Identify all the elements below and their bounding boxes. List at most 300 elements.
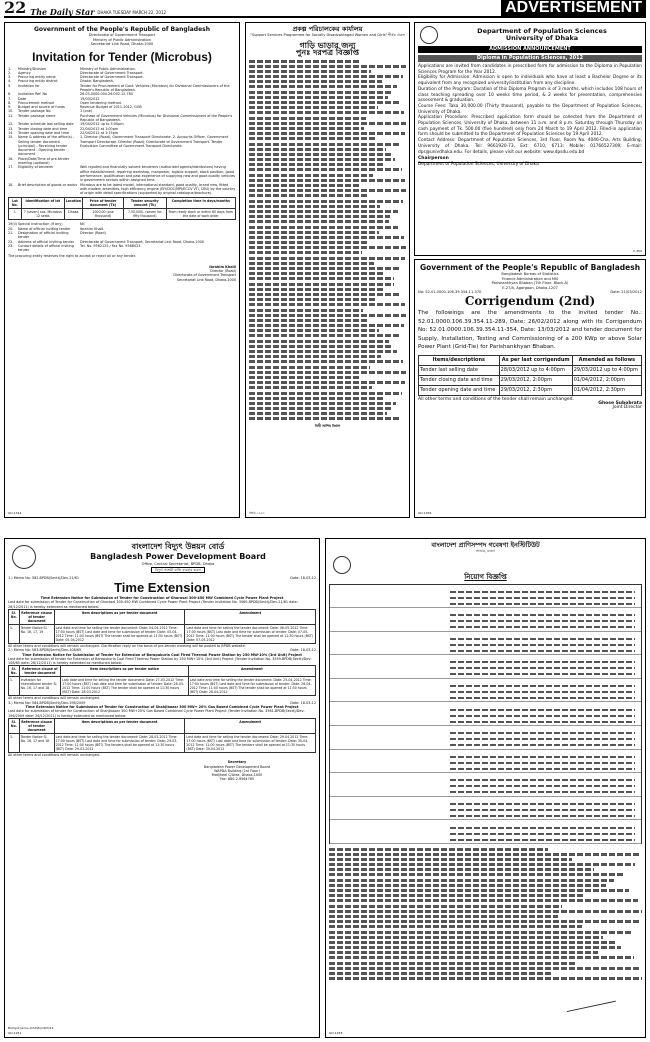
text-line — [450, 650, 635, 652]
ad5-date2: Date: 18-03-12 — [290, 648, 316, 653]
lot-header: Price of tender document (Tk) — [83, 198, 124, 209]
ad3-p1: Applications are invited from candidates in prescribed form for admission to the Diploma in Population Sciences Program for the Year 2012. — [418, 64, 642, 75]
ad4-table — [418, 355, 642, 396]
row-num: 6. — [8, 92, 12, 97]
row-value: Tender for Procurement of Govt. Vehicles (Microbus) for Divisional Commissioners of the People's Republic of Bangladesh. — [80, 83, 230, 92]
ad5-code2: GD-1251 — [8, 1030, 22, 1035]
text-line — [249, 376, 360, 379]
ad-blri-recruitment — [325, 538, 646, 1038]
row-key: Budget and source of funds — [18, 105, 65, 110]
tender-row — [8, 135, 236, 156]
text-line — [249, 226, 398, 229]
page-header — [4, 0, 646, 18]
text-line — [329, 925, 582, 928]
table-cell: Item descriptions as per tender document — [54, 609, 185, 624]
text-line — [249, 392, 402, 395]
text-line — [329, 905, 562, 908]
corr-cell: Tender closing date and time — [419, 375, 500, 385]
ad6-title: বাংলাদেশ প্রাণিসম্পদ গবেষণা ইনস্টিটিউট — [431, 541, 540, 549]
text-line — [329, 873, 623, 876]
text-line — [249, 298, 375, 301]
text-line — [450, 685, 635, 687]
ad5-s1-table — [8, 609, 316, 644]
text-line — [329, 894, 585, 897]
text-line — [450, 691, 635, 693]
ad3-org1: Department of Population Sciences — [477, 27, 607, 35]
text-line — [249, 277, 394, 280]
text-line — [450, 809, 635, 811]
ad4-heading: Corrigendum (2nd) — [464, 294, 596, 309]
ad6-signature — [564, 988, 616, 1012]
text-line — [249, 262, 374, 265]
table-cell: Last date and time for selling the tender document: Date: 27-03-2012 Time: 17:00 hours (BST) Last date and time for submission of tender: Date: 28-03-2012 Time: 11:00 hours (BST) The tender shall be opened at 11:30 hours (BST) Date: 28-03-2012 — [61, 677, 189, 696]
ad6-heading: নিয়োগ বিজ্ঞপ্তি — [464, 572, 507, 581]
table-row — [9, 666, 316, 677]
text-line — [450, 815, 635, 817]
ad5-title: Bangladesh Power Development Board — [90, 552, 266, 561]
ad3-p3: Duration of the Program: Duration of this Diploma Program is of 3 months, which includes 108 hours of class teaching spreading over 10 weeks time period, & 2 weeks for presentation, comprehensive assessment & graduation. — [418, 86, 642, 104]
table-row — [330, 726, 641, 750]
ad4-footer: All other terms and conditions of the tender shall remain unchanged. — [418, 396, 574, 402]
text-line — [329, 951, 598, 954]
row-value: 22/04/2012 at 1:00pm — [80, 126, 119, 131]
ad1-sig-addr: Secretariat Link Road, Dhaka-1000 — [176, 277, 236, 282]
ad1-sig-org: Directorate of Government Transport — [173, 273, 236, 278]
row-key: Ministry/Division — [18, 66, 47, 71]
text-line — [450, 661, 635, 663]
blri-logo-icon — [333, 556, 351, 574]
row-num: 20. — [8, 226, 14, 231]
text-line — [450, 667, 635, 669]
ad5-s2-body: Last date for submission of tender for Extension of Barapukuria Coal Fired Thermal Power Station by 250 MW+10% (3rd Unit) Project (Tender Invitation No. 3559-BPDB(Sectt)/Dev-108/65 date: 26/12/2011) is hereby extended as mentioned below: — [8, 656, 312, 666]
text-line — [249, 210, 398, 213]
ad5-s1-foot: All other terms and conditions will remain unchanged. Clarification reply on the basis of pre-tender meeting will be posted to BPDB website. — [8, 643, 246, 648]
table-cell: 1. — [9, 733, 20, 752]
lot-cell: 1 — [9, 209, 22, 220]
text-line — [450, 614, 635, 616]
ad5-memo1: 1.) Memo No: 582-BPDB(Sectt)/Dev-21/61 — [8, 575, 79, 580]
table-cell: Item descriptions as per tender document — [54, 718, 185, 733]
text-line — [249, 184, 361, 187]
ad3-org2: University of Dhaka — [505, 34, 579, 42]
text-line — [329, 889, 629, 892]
text-line — [249, 386, 372, 389]
ad-vehicle-rent-bangla — [245, 22, 410, 518]
text-line — [249, 345, 391, 348]
tender-row — [8, 183, 236, 196]
row-key: Eligibility of tenderer — [18, 165, 54, 170]
text-line — [249, 272, 385, 275]
ad3-chair2: Department of Population Sciences, University of Dhaka — [418, 162, 642, 167]
row-value: Nil — [80, 222, 85, 227]
ad5-sig: Secretary — [227, 760, 247, 765]
text-line — [249, 314, 406, 317]
text-line — [249, 205, 380, 208]
ad5-s2-title: Time Extension Notice for Submission of Tender for Extension of Barapukuria Coal Fired Thermal Power Station by 250 MW-10% (3rd Unit) Project — [22, 652, 302, 657]
text-line — [249, 194, 369, 197]
table-cell: Reference clause of tender document — [19, 666, 61, 677]
row-value: Directorate of Government Transport, Secretariat Link Road, Dhaka-1000 — [80, 239, 204, 244]
row-num: 7. — [8, 96, 12, 101]
corr-cell: 29/03/2012, 2:00pm — [499, 375, 572, 385]
row-num: 17. — [8, 165, 14, 170]
ad1-rows2 — [8, 222, 236, 252]
text-line — [249, 148, 386, 151]
text-line — [249, 231, 379, 234]
row-value: 1. Director (Road), Government Transport Directorate. 2. Accounts Officer, Government Transport Directorate. Director (Road), Directorate of Government Transport. Tender Evaluation Committee of Government Transport Directorate. — [80, 135, 229, 148]
lot-header: Tender security amount (Tk) — [124, 198, 167, 209]
text-line — [249, 283, 394, 286]
ad3-announce: ADMISSION ANNOUNCEMENT — [418, 46, 642, 53]
row-num: 10. — [8, 109, 14, 114]
corr-cell: 28/03/2012 up to 4:00pm — [499, 365, 572, 375]
table-row — [330, 679, 641, 703]
ad2-title: প্রকল্প পরিচালকের কার্যালয় — [292, 25, 363, 33]
text-line — [329, 848, 548, 851]
ad2-code: জিডি-১২৫৩ — [249, 510, 265, 515]
text-line — [249, 402, 396, 405]
table-row — [330, 632, 641, 656]
ad3-p4: Course Fees: Taka 30,000.00 (Thirty thousand), payable to the Department of Population Sciences, University of Dhaka. — [418, 103, 642, 115]
lot-header: Location — [64, 198, 82, 209]
text-line — [249, 366, 370, 369]
row-value: 19/03/2012 — [80, 96, 100, 101]
ad5-heading: Time Extension — [114, 580, 210, 596]
text-line — [329, 920, 639, 923]
ad3-p2: Eligibility for Admission: Admission is open to individuals who have at least a Bachelor Degree or its equivalent from any recognized university/institution from any discipline. — [418, 75, 642, 87]
table-cell: Tender Notice Sl. No. 16, 17 and 18 — [19, 733, 54, 752]
text-line — [249, 70, 371, 73]
tender-row — [8, 244, 236, 253]
row-num: 2. — [8, 70, 12, 75]
row-value: Well reputed and financially solvent tenderers (authorized agents/distributors) having office establishment, repairing workshop, manpower, logistic support, stock position, good performance, qualification and past experience of supplying new and good quality vehicles in government sectors within assigned time. — [80, 165, 235, 183]
corr-cell: 01/04/2012, 2:00pm — [572, 375, 641, 385]
ad5-s1-body: Last date for submission of Tender for Construction of Ghorasal 300-450 MW Combined Cycle Power Plant Project (Tender Invitation No. 3560-BPDB(Sectt)/Dev-21/61 date: 26/12/2011) is hereby extended as mentioned below: — [8, 600, 298, 609]
row-key: Name of official inviting tender — [18, 226, 71, 231]
text-line — [249, 132, 405, 135]
ad6-posts-table — [329, 584, 642, 844]
text-line — [329, 977, 642, 980]
corr-cell: 29/03/2012, 2:30pm — [499, 385, 572, 395]
text-line — [450, 803, 635, 805]
table-cell: Last date and time for selling the tender document: Date: 28-03-2012 Time: 17:00 hours (BST) Last date and time for submission of tender: Date: 29-03-2012 Time: 11:00 hours (BST) The tenders shall be opened at 11:30 hours (BST) Date: 29-03-2012 — [54, 733, 185, 752]
row-value: Ministry of Public Administration. — [80, 66, 136, 71]
ad-corrigendum — [414, 259, 646, 518]
row-key: Tender opening date and time — [18, 130, 70, 135]
row-key: Invitation Ref. No — [18, 92, 48, 97]
row-num: 18. — [8, 182, 14, 187]
row-num: 9. — [8, 105, 12, 110]
row-value: Open tendering method. — [80, 100, 122, 105]
corr-header: Amended as follows — [572, 355, 641, 365]
ad3-chair: Chairperson — [418, 156, 449, 162]
text-line — [249, 60, 359, 63]
tender-row — [8, 84, 236, 93]
table-cell: Reference clause of tender document — [19, 718, 54, 733]
text-line — [249, 303, 405, 306]
row-key: Address of official inviting tender — [18, 239, 75, 244]
row-key: Tender package No. — [18, 109, 52, 114]
table-cell: Tender Notice Sl. No. 16, 17, 19 — [19, 624, 54, 643]
text-line — [450, 626, 635, 628]
text-line — [329, 863, 635, 866]
row-key: Name & address of the office(s) - Selling tender document (principal) - Receiving tender document - Opening tender document — [18, 135, 75, 157]
text-line — [450, 827, 635, 829]
text-line — [450, 673, 635, 675]
row-num: 21. — [8, 231, 14, 235]
masthead: The Daily Star — [30, 7, 95, 17]
ad5-memo3: 3.) Memo No: 584-BPDB(Sectt)/Dev-196/2009 — [8, 700, 86, 705]
text-line — [450, 715, 635, 717]
table-cell: Sl. No. — [9, 718, 20, 733]
table-cell: Amendment — [185, 718, 316, 733]
text-line — [249, 324, 404, 327]
text-line — [249, 143, 400, 146]
lot-header: Completion time in days/months — [166, 198, 235, 209]
text-line — [249, 319, 367, 322]
row-value: Dhaka, Bangladesh. — [80, 79, 114, 84]
ad5-s3-foot: All other terms and conditions will remain unchanged. — [8, 752, 100, 757]
text-line — [450, 644, 635, 646]
ad4-s4: E-27/A, Agargaon, Dhaka-1207 — [502, 285, 558, 290]
row-num: 15. — [8, 135, 14, 140]
row-num: 4. — [8, 79, 12, 84]
text-line — [249, 65, 406, 68]
row-value: Microbus are to be latest model, international standard, good quality, brand new, fitted with modern amenities, high efficiency engine (EFI/DOC/MPI/ECCV VTi, CBU) by the country of origin with detail specifications (supported by original catalogue/brochure). — [80, 182, 236, 196]
ad4-s1: Bangladesh Bureau of Statistics — [501, 272, 559, 276]
lot-header: Lot No. — [9, 198, 22, 209]
text-line — [450, 768, 635, 770]
ad5-s2-table — [8, 665, 316, 696]
ad5-fax: Fax: 880-2-9564765 — [219, 777, 255, 782]
ad2-heading2: পুনঃ দরপত্র বিজ্ঞপ্তি — [295, 47, 360, 57]
ad2-heading1: গাড়ি ভাড়ার জন্য — [299, 40, 356, 50]
text-line — [249, 174, 373, 177]
text-line — [249, 246, 406, 249]
ad5-sig4: Motijheel C/Area, Dhaka-1000 — [211, 773, 263, 778]
row-key: Tender schedule last selling date — [18, 122, 74, 127]
text-line — [329, 879, 614, 882]
text-line — [450, 762, 635, 764]
ad5-s2-foot: All other terms and conditions will remain unchanged. — [8, 696, 100, 701]
text-line — [329, 853, 641, 856]
text-line — [329, 868, 594, 871]
ad4-code: GD-1256 — [418, 510, 432, 515]
text-line — [249, 241, 368, 244]
row-num: 8. — [8, 100, 12, 105]
ad-diploma-admission — [414, 22, 646, 256]
ad4-s3: Parishankhyan Bhaban (7th Floor, Block-A) — [491, 281, 569, 285]
text-line — [249, 371, 406, 374]
table-cell: Sl. No. — [9, 666, 20, 677]
text-line — [450, 833, 635, 835]
ad5-sig2: Bangladesh Power Development Board — [203, 764, 271, 769]
lot-cell: 1000.00 (one thousand) — [83, 209, 124, 220]
ad4-title: Government of the People's Republic of Bangladesh — [419, 263, 641, 272]
text-line — [329, 858, 572, 861]
text-line — [329, 931, 631, 934]
table-row — [9, 677, 316, 696]
text-line — [329, 972, 552, 975]
table-row — [330, 585, 641, 609]
ad1-sub2: Ministry of Public Administration — [92, 37, 152, 42]
text-line — [249, 360, 403, 363]
text-line — [329, 962, 576, 965]
text-line — [249, 75, 403, 78]
corr-cell: Tender opening date and time — [419, 385, 500, 395]
row-value — [80, 157, 236, 166]
ad4-memo: No: 52.01.0000.106.39.354.11-370 — [418, 290, 482, 294]
row-value: Directorate of Government Transport. — [80, 70, 144, 75]
row-value: Tel. No. 9562125 / Fax No. 9568023 — [80, 243, 141, 248]
text-line — [249, 117, 366, 120]
tender-row — [8, 231, 236, 240]
ad5-sig3: WAPDA Building (1st Floor) — [214, 768, 260, 773]
ad6-code: GD-1258 — [329, 1030, 343, 1035]
row-value: 1 (one) — [80, 109, 93, 114]
text-line — [249, 236, 404, 239]
text-line — [249, 91, 392, 94]
table-row — [330, 750, 641, 774]
ad-microbus-tender — [4, 22, 240, 518]
ad1-title: Government of the People's Republic of Bangladesh — [33, 26, 211, 33]
text-line — [249, 381, 405, 384]
text-line — [249, 340, 389, 343]
tender-row — [8, 114, 236, 123]
table-row — [330, 797, 641, 821]
text-line — [249, 412, 387, 415]
row-key: Date — [18, 96, 27, 101]
text-line — [249, 122, 406, 125]
text-line — [450, 603, 635, 605]
text-line — [249, 96, 388, 99]
ad5-bn-title: বাংলাদেশ বিদ্যুৎ উন্নয়ন বোর্ড — [131, 542, 225, 551]
row-num: 22. — [8, 239, 14, 244]
row-num: 3. — [8, 75, 12, 80]
text-line — [329, 946, 621, 949]
text-line — [450, 721, 635, 723]
row-key: Contact details of official inviting tender — [18, 243, 74, 253]
row-value: 26.03.0000.004.26.002.12-780 — [80, 92, 133, 97]
row-value: 22/04/2012 at 1:15pm — [80, 130, 119, 135]
du-seal-icon — [420, 26, 438, 44]
text-line — [249, 163, 384, 166]
corr-cell: 01/04/2012, 2:30pm — [572, 385, 641, 395]
text-line — [249, 220, 389, 223]
corr-cell: Tender last selling date — [419, 365, 500, 375]
row-num: 19(ii) — [8, 222, 17, 227]
ad3-code: C-350 — [633, 248, 642, 253]
row-num: 14. — [8, 130, 14, 135]
text-line — [249, 350, 397, 353]
table-cell: Item descriptions as per tender notice — [61, 666, 189, 677]
lot-cell: 7,50,000/- (seven lac fifty thousand) — [124, 209, 167, 220]
text-line — [249, 200, 403, 203]
row-value: Director (Road) — [80, 231, 106, 235]
text-line — [249, 397, 383, 400]
table-cell: 1. — [9, 677, 20, 696]
issue-date: DHAKA TUESDAY MARCH 22, 2012 — [97, 10, 167, 15]
ad1-sub1: Directorate of Government Transport — [88, 33, 156, 37]
text-line — [249, 293, 401, 296]
text-line — [450, 779, 635, 781]
row-num: 1. — [8, 66, 12, 71]
table-row — [9, 609, 316, 624]
text-line — [329, 884, 606, 887]
text-line — [329, 956, 634, 959]
lot-header: Identification of lot — [21, 198, 64, 209]
text-line — [450, 738, 635, 740]
row-value: Ibrahim Khalil. — [80, 226, 105, 231]
row-key: Tender package name — [18, 113, 56, 118]
row-value: Directorate of Government Transport. — [80, 75, 144, 80]
ad5-memo2: 2.) Memo No: 583-BPDB(Sectt)/Dev-108/65 — [8, 648, 82, 653]
text-line — [329, 941, 616, 944]
table-cell: Last date and time for selling the tender document: Date: 06-05-2012 Time: 17:00 hours (BST) Last date and time for submission of tender: Date: 07-05-2012 Time: 11:00 hours (BST) The tender shall be opened at 11:30 hours (BST) Date: 07-05-2012 — [185, 624, 316, 643]
text-line — [450, 697, 635, 699]
text-line — [450, 709, 635, 711]
table-row — [330, 821, 641, 845]
row-key: Procurement method — [18, 100, 54, 105]
text-line — [249, 417, 400, 420]
lot-cell: Dhaka — [64, 209, 82, 220]
text-line — [249, 267, 401, 270]
text-line — [329, 936, 603, 939]
table-row — [330, 703, 641, 727]
ad4-body: The followings are the amendments to the invited tender No.: 52.01.0000.106.39.354.11-289, Date: 26/02/2012 along with its Corrigendum No: 52.01.0000.106.39.354.11-354, Date: 13/03/2012 and tender document for Supply, Installation, Testing and Commissioning of a 200 KWp or above Solar Power Plant (Grid-Tie) for Parishankhyan Bhaban. — [418, 310, 642, 351]
lot-cell: From ready stock or within 60 days from the date of work order — [166, 209, 235, 220]
table-cell: Amendment — [185, 609, 316, 624]
text-line — [450, 732, 635, 734]
ad1-sig-name: Ibrahim Khalil — [209, 264, 236, 269]
ad2-sig: বিথী আশিষ বিশ্বাস — [314, 424, 341, 429]
ad4-s2: Finance Administration and MIS — [501, 276, 559, 281]
ad5-s1-title: Time Extension Notice for Submission of Tender for Construction of Ghorasal 300-450 MW Combined Cycle Power Plant Project — [40, 596, 284, 601]
text-line — [450, 791, 635, 793]
text-line — [450, 785, 635, 787]
row-key: Special instruction (if any) — [18, 222, 63, 227]
ad4-sig: Ghose Subobrata — [598, 401, 642, 407]
ad1-rows — [8, 67, 236, 196]
table-row — [330, 655, 641, 679]
table-row — [9, 718, 316, 733]
row-value: Purchase of Government Vehicles (Microbus) for Divisional Commissioners of the People's Republic of Bangladesh. — [80, 113, 233, 123]
text-line — [450, 591, 635, 593]
row-value: Revenue Budget of 2011-2012, GOB — [80, 105, 142, 110]
page-number: 22 — [4, 0, 27, 17]
text-line — [249, 168, 402, 171]
lot-cell: 7 (seven) nos. Microbus 12 seats — [21, 209, 64, 220]
row-key: Invitation for — [18, 83, 40, 88]
text-line — [249, 355, 381, 358]
text-line — [249, 189, 406, 192]
text-line — [249, 111, 404, 114]
ad2-sub: "Support Services Programme for Socially Disadvantaged Women and Girls" শীর্ষক প্রকল্প — [250, 33, 405, 37]
ad-bpdb-time-extension — [4, 538, 320, 1038]
row-value: 19/04/2012 up to 5:00pm — [80, 122, 124, 127]
row-key: Procuring entity name — [18, 75, 56, 80]
table-cell: Invitation for international tender Sl. No. 16, 17 and 18 — [19, 677, 61, 696]
row-key: Place/Date/Time of pre-tender meeting (optional) — [18, 156, 70, 166]
ad1-note: The procuring entity reserves the right to accept or reject all or any tender. — [8, 254, 136, 259]
text-line — [249, 153, 393, 156]
ad1-sub3: Secretariat Link Road, Dhaka-1000 — [90, 42, 154, 46]
ad4-sig-title: Joint Director — [612, 405, 642, 411]
ad1-lot-table — [8, 197, 236, 220]
row-num: 11. — [8, 113, 14, 118]
table-cell: Last date and time for selling the tender document: Date: 04-04-2012 Time: 17:00 hours (BST) Last date and time for submission of tender: Date: 05-04-2012 Time: 11:00 hours (BST) The tender shall be opened at 11:30 hours (BST) Date: 05-04-2012 — [54, 624, 185, 643]
ad1-code: GD-1344 — [8, 510, 22, 515]
